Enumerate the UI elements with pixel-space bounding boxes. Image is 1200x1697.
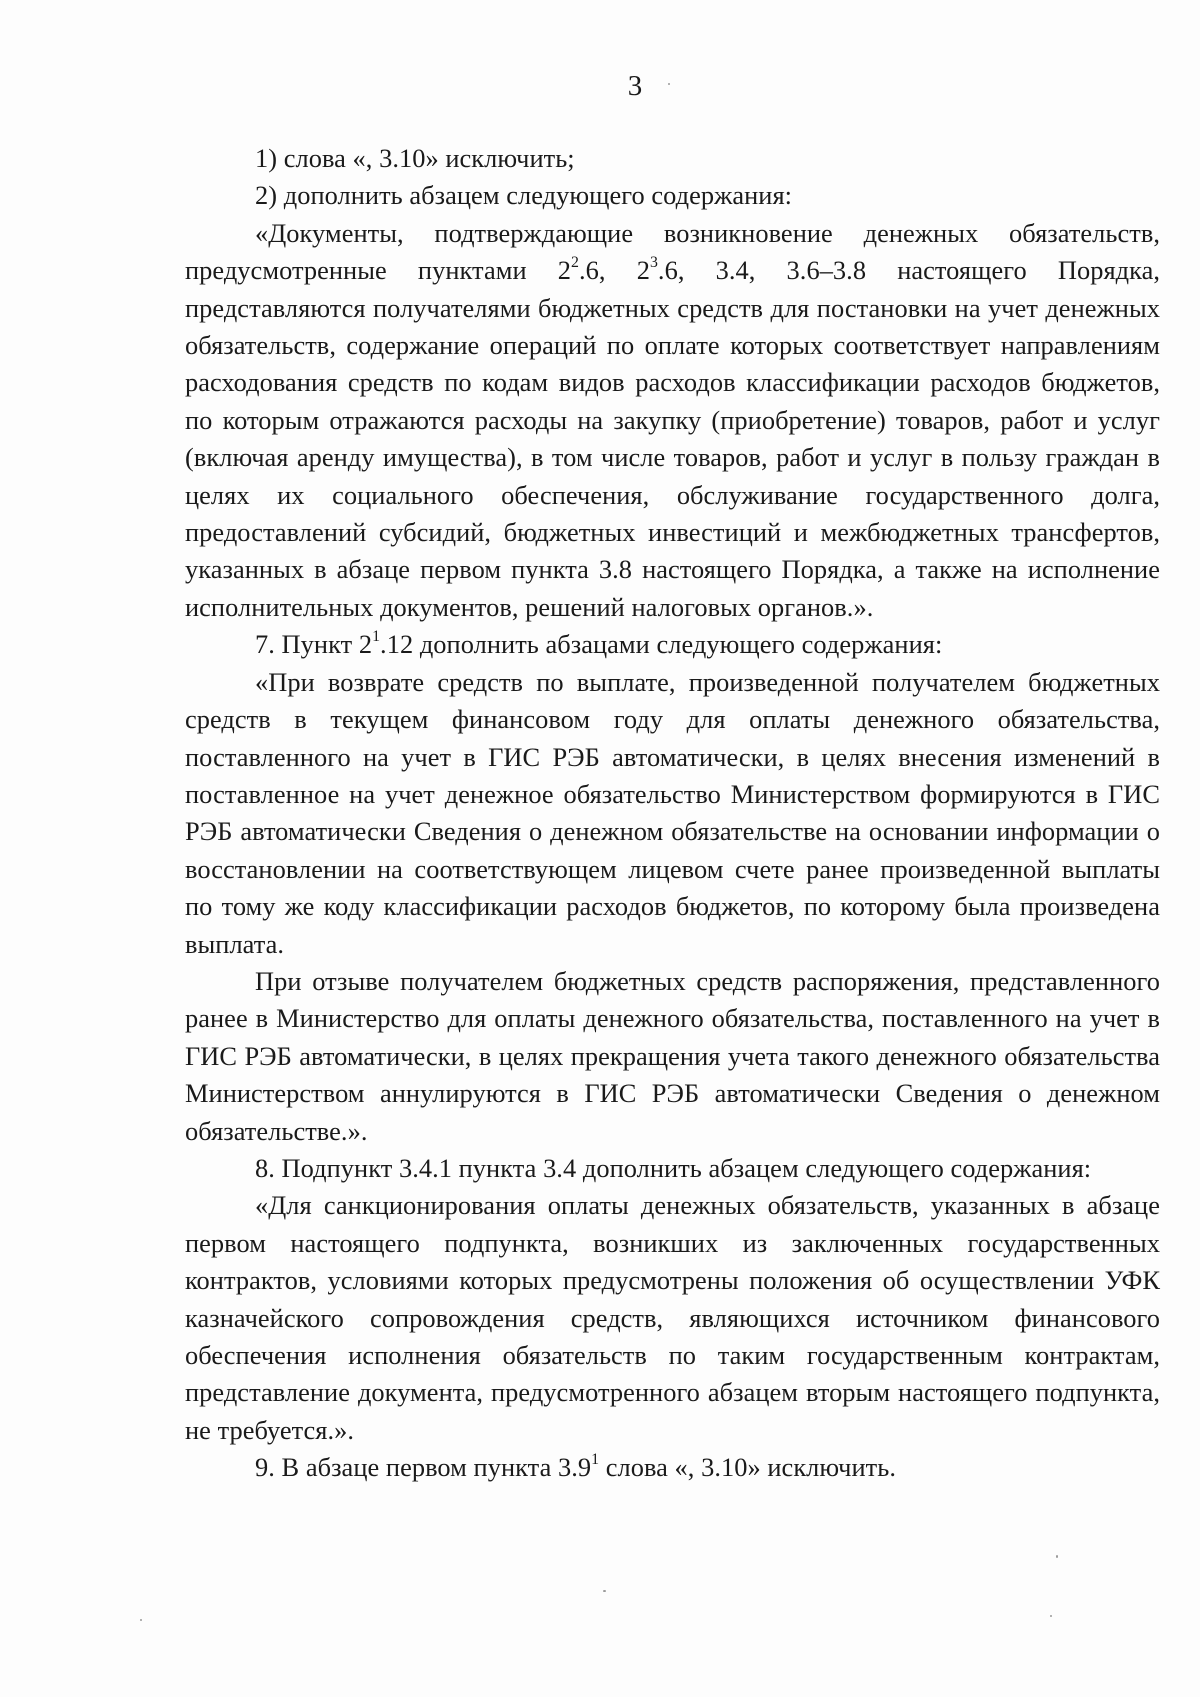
paragraph-1: 1) слова «, 3.10» исключить; (255, 143, 575, 173)
paragraph-item-7-text-b: .12 дополнить абзацами следующего содержания: (380, 629, 943, 660)
paragraph-item-7-text-a: 7. Пункт 2 (255, 629, 373, 660)
scan-speck (668, 83, 670, 85)
paragraph-3-text-a: «Документы, подтверждающие возникновение денежных обязательств, предусмотренные пунктами 2 (185, 217, 1160, 286)
superscript: 1 (591, 1451, 600, 1469)
paragraph-8: «Для санкционирования оплаты денежных обязательств, указанных в абзаце первом настоящего подпункта, возникших из заключенных государственных контрактов, условиями которых предусмотрены положения об осуществлении УФК казначейского сопровождения средств, являющихся источником финансового обеспечения исполнения обязательств по таким государственным контрактам, представление документа, предусмотренного абзацем вторым настоящего подпункта, не требуется.». (185, 1190, 1160, 1445)
paragraph-3-text-c: .6, 3.4, 3.6–3.8 настоящего Порядка, представляются получателями бюджетных средств для постановки на учет денежных обязательств, содержание операций по оплате которых соответствует направлениям расходования средств по кодам видов расходов классификации расходов бюджетов, по которым отражаются расходы на закупку (приобретение) товаров, работ и услуг (включая аренду имущества), в том числе товаров, работ и услуг в пользу граждан в целях их социального обеспечения, обслуживание государственного долга, предоставлений субсидий, бюджетных инвестиций и межбюджетных трансфертов, указанных в абзаце первом пункта 3.8 настоящего Порядка, а также на исполнение исполнительных документов, решений налоговых органов.». (185, 255, 1160, 622)
document-body (185, 140, 1160, 1487)
paragraph-item-9-text-b: слова «, 3.10» исключить. (599, 1452, 896, 1483)
paragraph-2: 2) дополнить абзацем следующего содержания: (255, 180, 793, 211)
superscript: 1 (372, 628, 381, 646)
superscript: 2 (571, 254, 579, 272)
page-number: 3 (627, 70, 643, 102)
paragraph-6: При отзыве получателем бюджетных средств распоряжения, представленного ранее в Министерство для оплаты денежного обязательства, поставленного на учет в ГИС РЭБ автоматически, в целях прекращения учета такого денежного обязательства Министерством аннулируются в ГИС РЭБ автоматически Сведения о денежном обязательстве.». (185, 965, 1160, 1146)
scan-speck (603, 1590, 606, 1592)
paragraph-item-9 (185, 1449, 1160, 1486)
paragraph-item-7 (185, 626, 1160, 663)
paragraph-item-9-text-a: 9. В абзаце первом пункта 3.9 (255, 1452, 592, 1483)
superscript: 3 (649, 254, 658, 272)
scan-speck (1056, 1555, 1058, 1558)
paragraph-item-8: 8. Подпункт 3.4.1 пункта 3.4 дополнить абзацем следующего содержания: (255, 1152, 1092, 1183)
paragraph-5: «При возврате средств по выплате, произведенной получателем бюджетных средств в текущем финансовом году для оплаты денежного обязательства, поставленного на учет в ГИС РЭБ автоматически, в целях внесения изменений в поставленное на учет денежное обязательство Министерством формируются в ГИС РЭБ автоматически Сведения о денежном обязательстве на основании информации о восстановлении на соответствующем лицевом счете ранее произведенной выплаты по тому же коду классификации расходов бюджетов, по которому была произведена выплата. (185, 666, 1160, 959)
paragraph-3 (185, 215, 1160, 626)
scan-speck (1050, 1615, 1052, 1617)
paragraph-3-text-b: .6, 2 (579, 255, 650, 286)
scan-speck (140, 1619, 142, 1621)
